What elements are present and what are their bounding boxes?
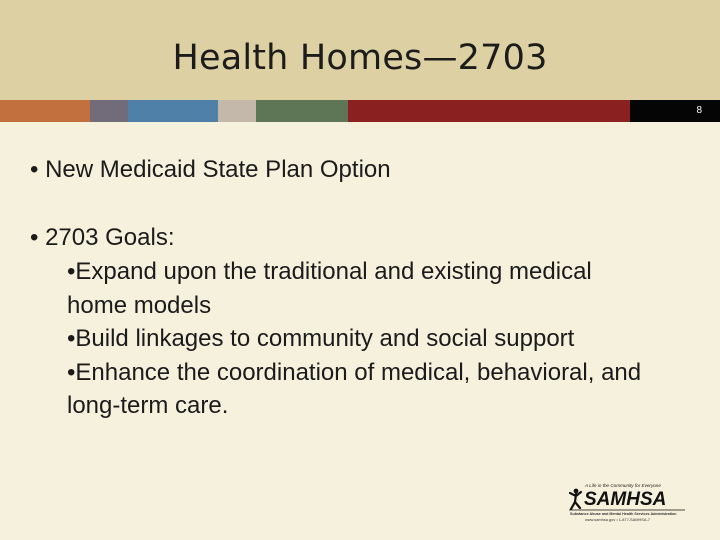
stripe-blue (128, 100, 218, 122)
color-stripe-bar (0, 100, 720, 122)
stripe-green (256, 100, 348, 122)
logo-name: SAMHSA (584, 489, 667, 510)
bullet-item (30, 221, 650, 255)
logo-contact: www.samhsa.gov • 1-877-SAMHSA-7 (585, 517, 650, 522)
logo-subtitle: Substance Abuse and Mental Health Services Administration (570, 512, 677, 516)
slide-body (30, 153, 650, 423)
bullet-marker: • (30, 224, 39, 251)
title-band (0, 0, 720, 100)
bullet-text: 2703 Goals: (45, 224, 175, 251)
slide-number: 8 (696, 105, 702, 116)
slide-title: Health Homes—2703 (172, 38, 548, 78)
logo-tagline: A Life in the Community for Everyone (585, 483, 661, 488)
bullet-item (30, 153, 650, 187)
samhsa-logo (567, 480, 687, 526)
bullet-text: New Medicaid State Plan Option (45, 156, 391, 183)
person-figure-icon (570, 489, 581, 509)
sub-bullet-item: •Enhance the coordination of medical, behavioral, and long-term care. (67, 358, 642, 419)
bullet-marker: • (30, 156, 39, 183)
stripe-orange (0, 100, 90, 122)
sub-bullet-item: •Expand upon the traditional and existing medical home models (67, 258, 592, 319)
sub-bullet-item: •Build linkages to community and social support (67, 325, 575, 352)
stripe-silver (218, 100, 256, 122)
stripe-red (348, 100, 630, 122)
stripe-gray (90, 100, 128, 122)
sub-bullet-list (30, 255, 650, 423)
